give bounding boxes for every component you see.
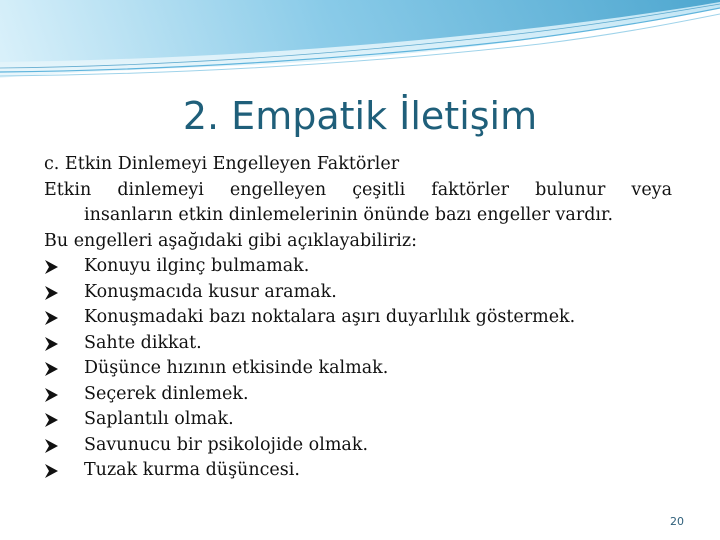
arrow-bullet-icon [45, 413, 58, 427]
paragraph-line-2: insanların etkin dinlemelerinin önünde bazı engeller vardır. [84, 205, 614, 225]
list-item [44, 305, 672, 331]
list-item [44, 433, 672, 459]
paragraph-line-1: Etkin dinlemeyi engelleyen çeşitli faktörler bulunur veya [44, 179, 672, 200]
header-wave-decoration [0, 0, 720, 85]
list-item [44, 331, 672, 357]
list-item-text: Konuşmacıda kusur aramak. [84, 281, 337, 302]
arrow-bullet-icon [45, 286, 58, 300]
section-heading: c. Etkin Dinlemeyi Engelleyen Faktörler [44, 154, 400, 174]
list-item-text: Konuşmadaki bazı noktalara aşırı duyarlılık göstermek. [84, 307, 576, 327]
slide-title: 2. Empatik İletişim [182, 94, 538, 138]
arrow-bullet-icon [45, 260, 58, 274]
slide-content [44, 152, 672, 484]
list-item [44, 356, 672, 382]
arrow-bullet-icon [45, 311, 58, 325]
list-item [44, 458, 672, 484]
barrier-list [44, 254, 672, 484]
arrow-bullet-icon [45, 388, 58, 402]
page-number: 20 [670, 515, 684, 528]
list-item-text: Sahte dikkat. [84, 332, 202, 353]
list-item [44, 254, 672, 280]
list-item [44, 382, 672, 408]
list-item [44, 280, 672, 306]
arrow-bullet-icon [45, 464, 58, 478]
list-item-text: Düşünce hızının etkisinde kalmak. [84, 358, 389, 378]
intro-line: Bu engelleri aşağıdaki gibi açıklayabiliriz: [44, 230, 418, 251]
list-item-text: Savunucu bir psikolojide olmak. [84, 434, 369, 455]
list-item-text: Seçerek dinlemek. [84, 383, 249, 404]
list-item-text: Konuyu ilginç bulmamak. [84, 256, 310, 276]
list-item-text: Saplantılı olmak. [84, 409, 234, 429]
list-item-text: Tuzak kurma düşüncesi. [84, 460, 300, 480]
arrow-bullet-icon [45, 362, 58, 376]
list-item [44, 407, 672, 433]
arrow-bullet-icon [45, 439, 58, 453]
arrow-bullet-icon [45, 337, 58, 351]
